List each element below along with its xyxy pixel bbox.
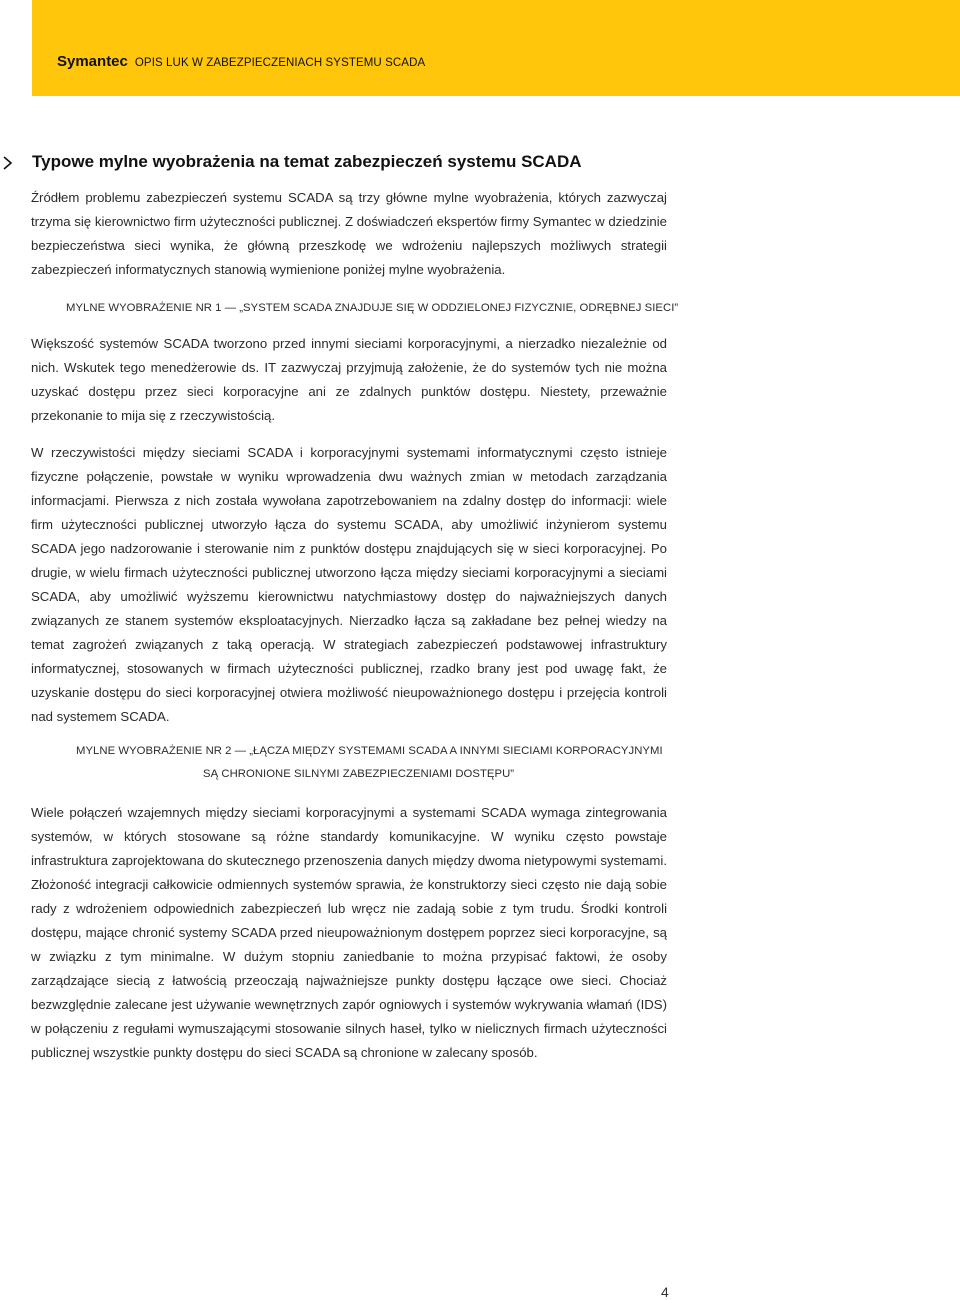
- header-title: [57, 53, 425, 70]
- page-number: 4: [661, 1284, 669, 1300]
- header-band: [32, 0, 960, 96]
- misconception-2-paragraph-1: Wiele połączeń wzajemnych między sieciami korporacyjnymi a systemami SCADA wymaga zintegrowania systemów, w których stosowane są różne standardy komunikacyjne. W wyniku często powstaje infrastruktura zaprojektowana do skutecznego przenoszenia danych między dwoma nietypowymi systemami. Złożoność integracji całkowicie odmiennych systemów sprawia, że konstruktorzy sieci często nie dają sobie rady z wdrożeniem odpowiednich zabezpieczeń lub wręcz nie zadają sobie z tym trudu. Środki kontroli dostępu, mające chronić systemy SCADA przed nieupoważnionym dostępem poprzez sieci korporacyjne, są w związku z tym minimalne. W dużym stopniu zaniedbanie to można przypisać faktowi, że osoby zarządzające siecią z łatwością przeoczają najważniejsze punkty dostępu łączące owe sieci. Chociaż bezwzględnie zalecane jest używanie wewnętrznych zapór ogniowych i systemów wykrywania włamań (IDS) w połączeniu z regułami wymuszającymi stosowanie silnych haseł, tylko w nielicznych firmach użyteczności publicznej wszystkie punkty dostępu do sieci SCADA są chronione w zalecany sposób.: [31, 805, 667, 1060]
- section-title: Typowe mylne wyobrażenia na temat zabezpieczeń systemu SCADA: [32, 152, 582, 171]
- misconception-1-paragraph-1: Większość systemów SCADA tworzono przed innymi sieciami korporacyjnymi, a nierzadko niezależnie od nich. Wskutek tego menedżerowie ds. IT zazwyczaj przyjmują założenie, że do systemów tych nie można uzyskać dostępu przez sieci korporacyjne ani ze zdalnych punktów dostępu. Niestety, przeważnie przekonanie to mija się z rzeczywistością.: [31, 336, 667, 423]
- document-title: OPIS LUK W ZABEZPIECZENIACH SYSTEMU SCADA: [134, 57, 426, 69]
- misconception-1-heading: MYLNE WYOBRAŻENIE NR 1 — „SYSTEM SCADA ZNAJDUJE SIĘ W ODDZIELONEJ FIZYCZNIE, ODRĘBNEJ SIECI”: [66, 302, 679, 314]
- misconception-2-heading-line-1: MYLNE WYOBRAŻENIE NR 2 — „ŁĄCZA MIĘDZY SYSTEMAMI SCADA A INNYMI SIECIAMI KORPORACYJNYMI: [76, 745, 663, 757]
- misconception-1-paragraph-2: W rzeczywistości między sieciami SCADA i korporacyjnymi systemami informatycznymi często istnieje fizyczne połączenie, powstałe w wyniku wprowadzenia dwu ważnych zmian w metodach zarządzania informacjami. Pierwsza z nich została wywołana zapotrzebowaniem na zdalny dostęp do informacji: wiele firm użyteczności publicznej utworzyło łącza do systemu SCADA, aby umożliwić inżynierom systemu SCADA jego nadzorowanie i sterowanie nim z punktów dostępu znajdujących się w sieci korporacyjnej. Po drugie, w wielu firmach użyteczności publicznej utworzono łącza między sieciami korporacyjnymi a sieciami SCADA, aby umożliwić wyższemu kierownictwu natychmiastowy dostęp do najważniejszych danych związanych ze stanem systemów eksploatacyjnych. Nierzadko łącza są zakładane bez pełnej wiedzy na temat zagrożeń związanych z taką operacją. W strategiach zabezpieczeń podstawowej infrastruktury informatycznej, stosowanych w firmach użyteczności publicznej, rzadko brany jest pod uwagę fakt, że uzyskanie dostępu do sieci korporacyjnej otwiera możliwość nieupoważnionego dostępu i przejęcia kontroli nad systemem SCADA.: [31, 445, 667, 724]
- misconception-2-heading-line-2: SĄ CHRONIONE SILNYMI ZABEZPIECZENIAMI DOSTĘPU”: [203, 768, 515, 780]
- brand-name: Symantec: [57, 53, 128, 70]
- intro-paragraph: Źródłem problemu zabezpieczeń systemu SCADA są trzy główne mylne wyobrażenia, których zazwyczaj trzyma się kierownictwo firm użyteczności publicznej. Z doświadczeń ekspertów firmy Symantec w dziedzinie bezpieczeństwa sieci wynika, że główną przeszkodę we wdrożeniu najlepszych możliwych strategii zabezpieczeń informatycznych stanowią wymienione poniżej mylne wyobrażenia.: [31, 190, 667, 277]
- chevron-right-icon: [2, 155, 14, 171]
